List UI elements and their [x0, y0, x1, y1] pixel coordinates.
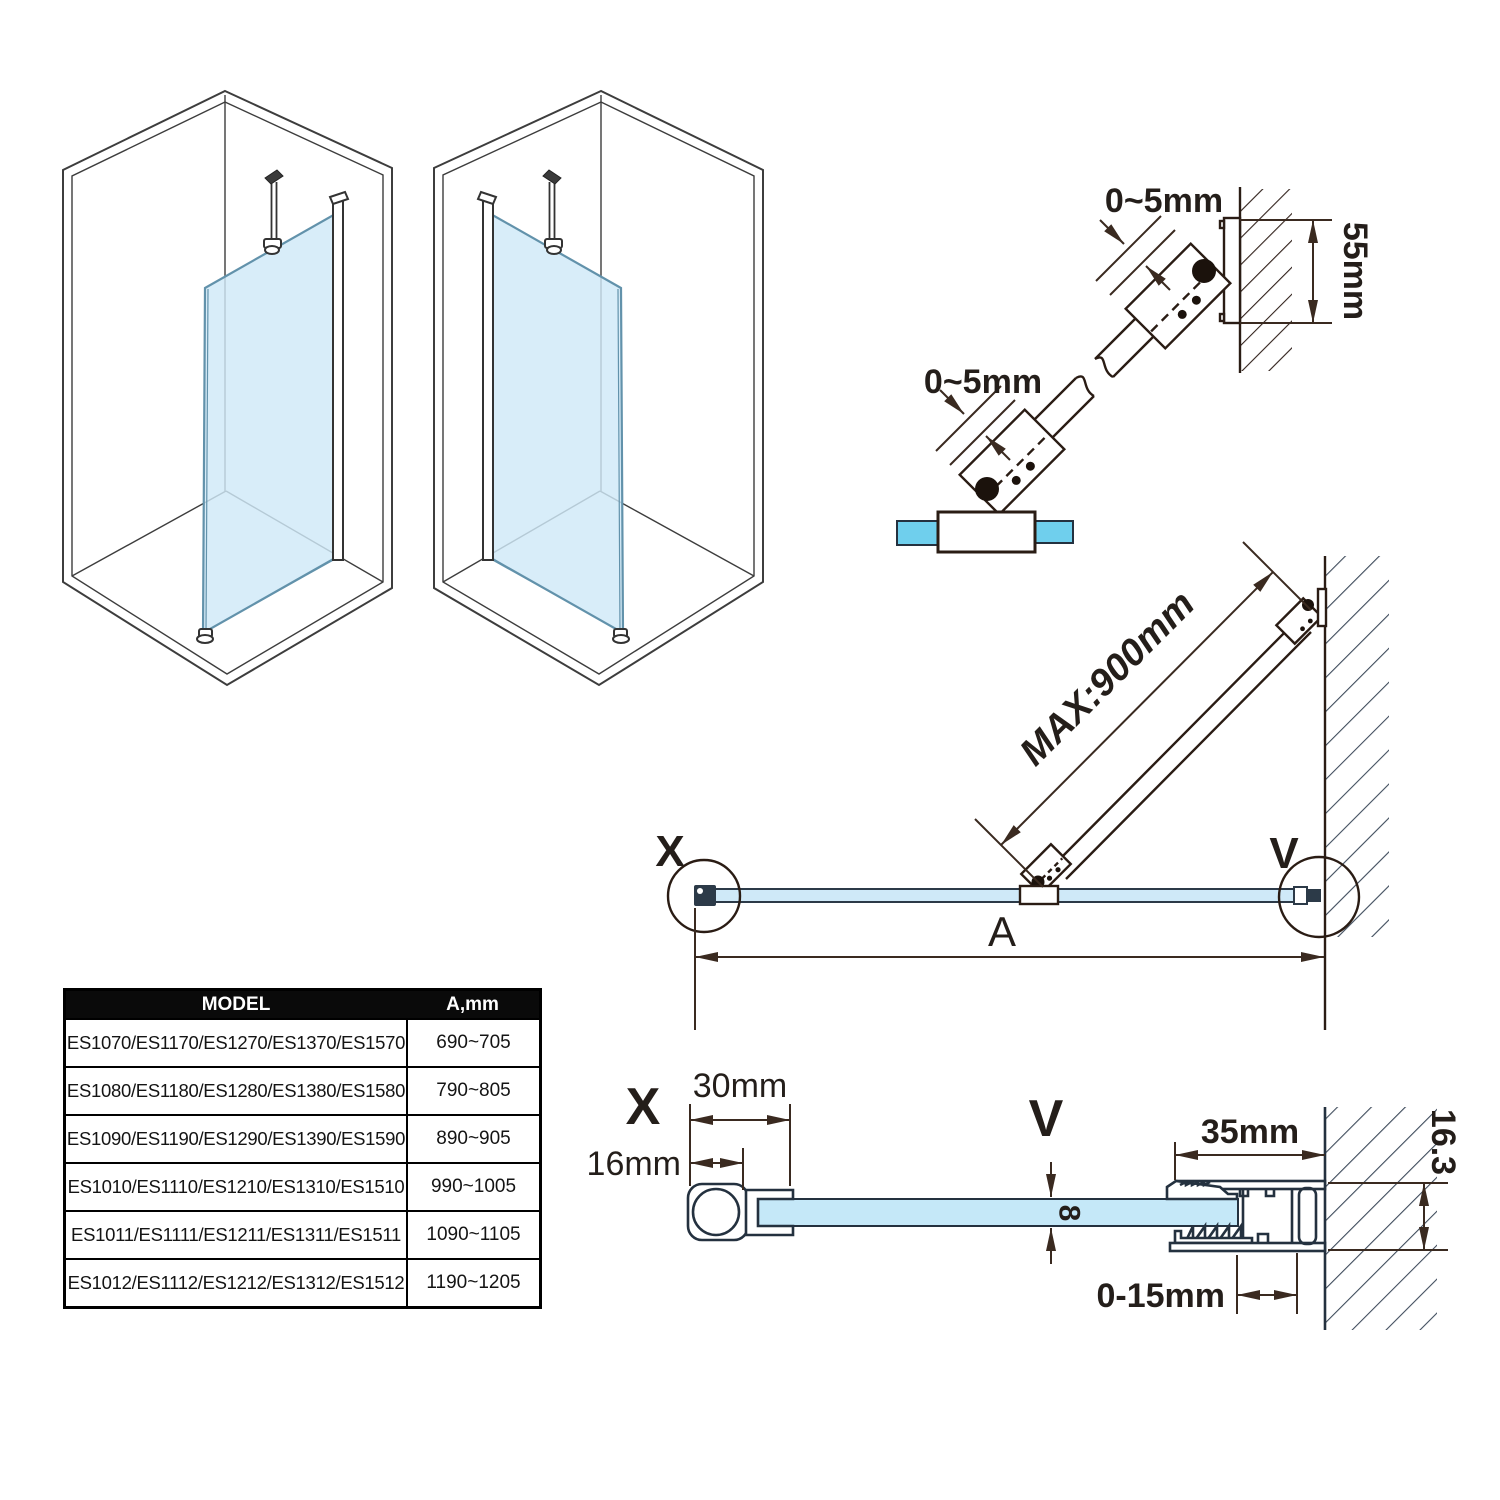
profile-slot	[1299, 1188, 1316, 1244]
lower-pivot-pin	[975, 477, 999, 501]
cell-model: ES1080/ES1180/ES1280/ES1380/ES1580	[66, 1068, 408, 1114]
upper-pivot-bracket	[1126, 244, 1231, 349]
wall-profile-v	[1294, 887, 1307, 904]
detail-v-title: V	[1028, 1090, 1064, 1148]
gap-bottom-label: 0~5mm	[923, 363, 1043, 401]
glass-thickness-label: 8	[1052, 1204, 1086, 1222]
profile-notch	[1258, 1234, 1268, 1243]
max-bar-label: MAX:900mm	[1012, 583, 1204, 775]
upper-bracket-plan	[1276, 598, 1321, 643]
cell-amm: 890~905	[436, 1128, 511, 1149]
dim-ext-lines	[975, 542, 1311, 887]
table-row	[66, 1210, 539, 1258]
cell-model: ES1070/ES1170/ES1270/ES1370/ES1570	[66, 1020, 408, 1066]
dim-line-max	[1001, 572, 1273, 845]
detail-x-title: X	[625, 1078, 661, 1136]
table-row	[66, 1114, 539, 1162]
tube-clamp-plan	[1020, 886, 1058, 904]
wall-hatch	[1325, 1107, 1437, 1330]
cell-model: ES1010/ES1110/ES1210/ES1310/ES1510	[66, 1164, 408, 1210]
profile-width-label: 35mm	[1200, 1113, 1300, 1151]
wall-mount-plate	[1224, 218, 1240, 323]
glass-section	[1035, 521, 1073, 543]
column-header-amm: A,mm	[446, 993, 499, 1015]
plate-nib	[1220, 221, 1224, 228]
cell-model: ES1011/ES1111/ES1211/ES1311/ES1511	[66, 1212, 408, 1258]
plate-height-label: 55mm	[1336, 221, 1374, 321]
cell-model: ES1090/ES1190/ES1290/ES1390/ES1590	[66, 1116, 408, 1162]
adjust-range-label: 0-15mm	[1096, 1277, 1225, 1315]
wall-hatch	[1325, 556, 1389, 937]
table-row	[66, 1258, 539, 1306]
column-header-model: MODEL	[201, 993, 271, 1015]
width-a-label: A	[987, 908, 1017, 955]
glass-section	[897, 521, 938, 545]
glass-clamp-body	[938, 512, 1035, 552]
cell-amm: 790~805	[436, 1080, 511, 1101]
end-profile-screw	[697, 888, 703, 894]
spec-table	[63, 988, 542, 1309]
dim-ext-lines	[1237, 1253, 1297, 1314]
profile-bottom-plate	[1170, 1243, 1325, 1251]
wall-hatch	[1240, 189, 1292, 371]
cell-amm: 990~1005	[430, 1176, 517, 1197]
tube-break-icon	[1076, 357, 1113, 396]
plate-nib	[1220, 314, 1224, 321]
upper-pivot-pin	[1192, 259, 1216, 283]
upper-pivot-pin	[1302, 599, 1314, 611]
marker-x-label: X	[655, 827, 685, 876]
lower-pivot-bracket	[960, 410, 1065, 515]
support-bar-bracket-detail	[897, 182, 1374, 552]
glass-panel-plan	[714, 889, 1305, 902]
gap-arrow	[1100, 220, 1124, 244]
profile-width-label: 30mm	[692, 1067, 788, 1105]
marker-v-label: V	[1269, 829, 1299, 878]
cell-model: ES1012/ES1112/ES1212/ES1312/ES1512	[66, 1260, 408, 1306]
dim-ext-lines	[690, 1104, 790, 1186]
table-row	[66, 1162, 539, 1210]
end-profile-x	[694, 885, 716, 906]
table-row	[66, 1018, 539, 1066]
wall-plate-plan	[1318, 589, 1326, 626]
cell-amm: 1090~1105	[426, 1224, 521, 1245]
profile-height-label: 16.3	[1424, 1108, 1462, 1176]
spec-table-header	[66, 991, 539, 1018]
glass-strip-section	[757, 1199, 1238, 1226]
cell-amm: 1190~1205	[426, 1272, 521, 1293]
iso-view-left	[63, 91, 392, 685]
wall-profile-v-insert	[1308, 889, 1321, 902]
cell-amm: 690~705	[436, 1032, 511, 1053]
gap-top-label: 0~5mm	[1104, 182, 1224, 220]
tube-width-label: 16mm	[586, 1145, 681, 1183]
table-row	[66, 1066, 539, 1114]
iso-view-right	[434, 91, 763, 685]
plan-view	[655, 542, 1389, 1030]
